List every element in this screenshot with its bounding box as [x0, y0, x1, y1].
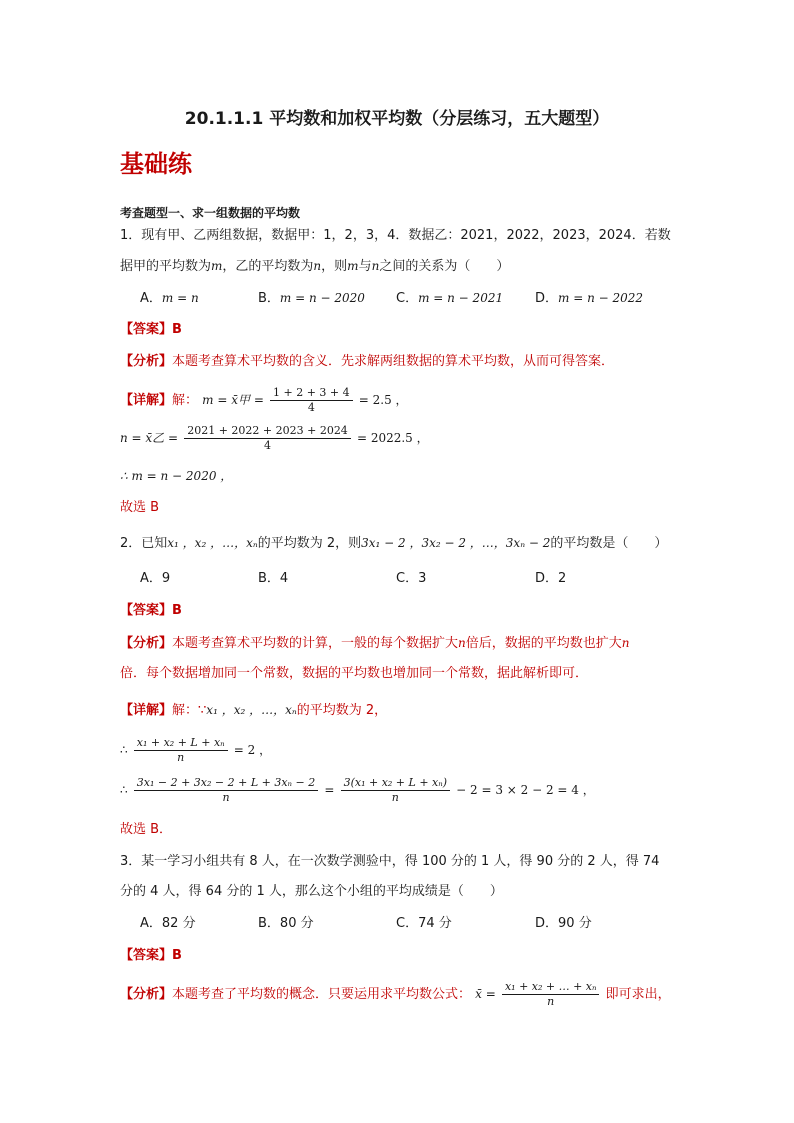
q3-option-c[interactable]: C．74 分: [396, 916, 452, 931]
q1-line1: 1．现有甲、乙两组数据，数据甲：1，2，3，4．数据乙：2021，2022，2023，2024．若数: [120, 228, 671, 243]
q1-option-b[interactable]: B．m = n − 2020: [258, 291, 365, 306]
fraction: $\frac{2021 + 2022 + 2023 + 2024}{4}$: [184, 424, 351, 453]
q3-line2: 分的 4 人，得 64 分的 1 人，那么这个小组的平均成绩是（ ）: [120, 884, 503, 899]
q2-analysis-line2: 倍．每个数据增加同一个常数，数据的平均数也增加同一个常数，据此解析即可．: [120, 666, 589, 681]
q2-line1: 2．已知x₁ ，x₂ ，…，xₙ的平均数为 2，则3x₁ − 2 ，3x₂ − 2 ，…，3xₙ − 2的平均数是（ ）: [120, 536, 668, 551]
q1-option-a[interactable]: A．m = n: [140, 291, 199, 306]
q2-detail-intro: 【详解】解：∵x₁ ，x₂ ，…，xₙ的平均数为 2，: [120, 703, 388, 718]
fraction: $\frac{\text{3x₁ − 2 + 3x₂ − 2 + L + 3xₙ − 2}}{n}$: [134, 776, 318, 805]
q2-option-a[interactable]: A．9: [140, 571, 171, 586]
q2-detail-eq2: ∴ $\frac{\text{3x₁ − 2 + 3x₂ − 2 + L + 3xₙ − 2}}{n}$ = $\frac{\text{3(x₁ + x₂ + L + xₙ)}}{n}$ − 2 = 3 × 2 − 2 = 4 ，: [120, 776, 595, 804]
q3-line1: 3．某一学习小组共有 8 人，在一次数学测验中，得 100 分的 1 人，得 90 分的 2 人，得 74: [120, 854, 660, 869]
q2-option-b[interactable]: B．4: [258, 571, 289, 586]
q2-answer: 【答案】B: [120, 603, 182, 618]
q2-conclusion: 故选 B．: [120, 822, 173, 837]
q3-answer: 【答案】B: [120, 948, 182, 963]
q1-detail-eq2: n = x̄乙 = $\frac{2021 + 2022 + 2023 + 2024}{4}$ = 2022.5 ，: [120, 424, 429, 452]
q1-detail-eq3: ∴ m = n − 2020 ，: [120, 469, 233, 483]
q1-option-c[interactable]: C．m = n − 2021: [396, 291, 504, 306]
q3-option-d[interactable]: D．90 分: [535, 916, 592, 931]
page-title: 20.1.1.1 平均数和加权平均数（分层练习，五大题型）: [184, 109, 610, 129]
q2-analysis-line1: 【分析】本题考查算术平均数的计算，一般的每个数据扩大n倍后，数据的平均数也扩大n: [120, 636, 630, 651]
q1-line2: 据甲的平均数为m，乙的平均数为n，则m与n之间的关系为（ ）: [120, 259, 510, 274]
q1-option-d[interactable]: D．m = n − 2022: [535, 291, 644, 306]
q3-analysis: 【分析】本题考查了平均数的概念．只要运用求平均数公式： x̄ = $\frac{\text{x₁ + x₂ + … + xₙ}}{n}$ 即可求出，: [120, 980, 671, 1008]
section-heading: 基础练: [120, 149, 192, 178]
q1-conclusion: 故选 B: [120, 500, 160, 515]
q2-option-d[interactable]: D．2: [535, 571, 567, 586]
q3-option-b[interactable]: B．80 分: [258, 916, 314, 931]
q1-analysis: 【分析】本题考查算术平均数的含义．先求解两组数据的算术平均数，从而可得答案．: [120, 354, 615, 369]
fraction: $\frac{\text{3(x₁ + x₂ + L + xₙ)}}{n}$: [341, 776, 450, 805]
topic-heading: 考查题型一、求一组数据的平均数: [120, 206, 301, 220]
q1-detail-eq1: 【详解】解： m = x̄甲 = $\frac{1 + 2 + 3 + 4}{4}$ = 2.5 ，: [120, 386, 408, 414]
q1-answer: 【答案】B: [120, 322, 182, 337]
fraction: $\frac{1 + 2 + 3 + 4}{4}$: [270, 386, 353, 415]
q3-option-a[interactable]: A．82 分: [140, 916, 196, 931]
q2-option-c[interactable]: C．3: [396, 571, 427, 586]
fraction: $\frac{\text{x₁ + x₂ + L + xₙ}}{n}$: [134, 736, 228, 765]
fraction: $\frac{\text{x₁ + x₂ + … + xₙ}}{n}$: [502, 980, 600, 1009]
q2-detail-eq1: ∴ $\frac{\text{x₁ + x₂ + L + xₙ}}{n}$ = 2 ，: [120, 736, 272, 764]
